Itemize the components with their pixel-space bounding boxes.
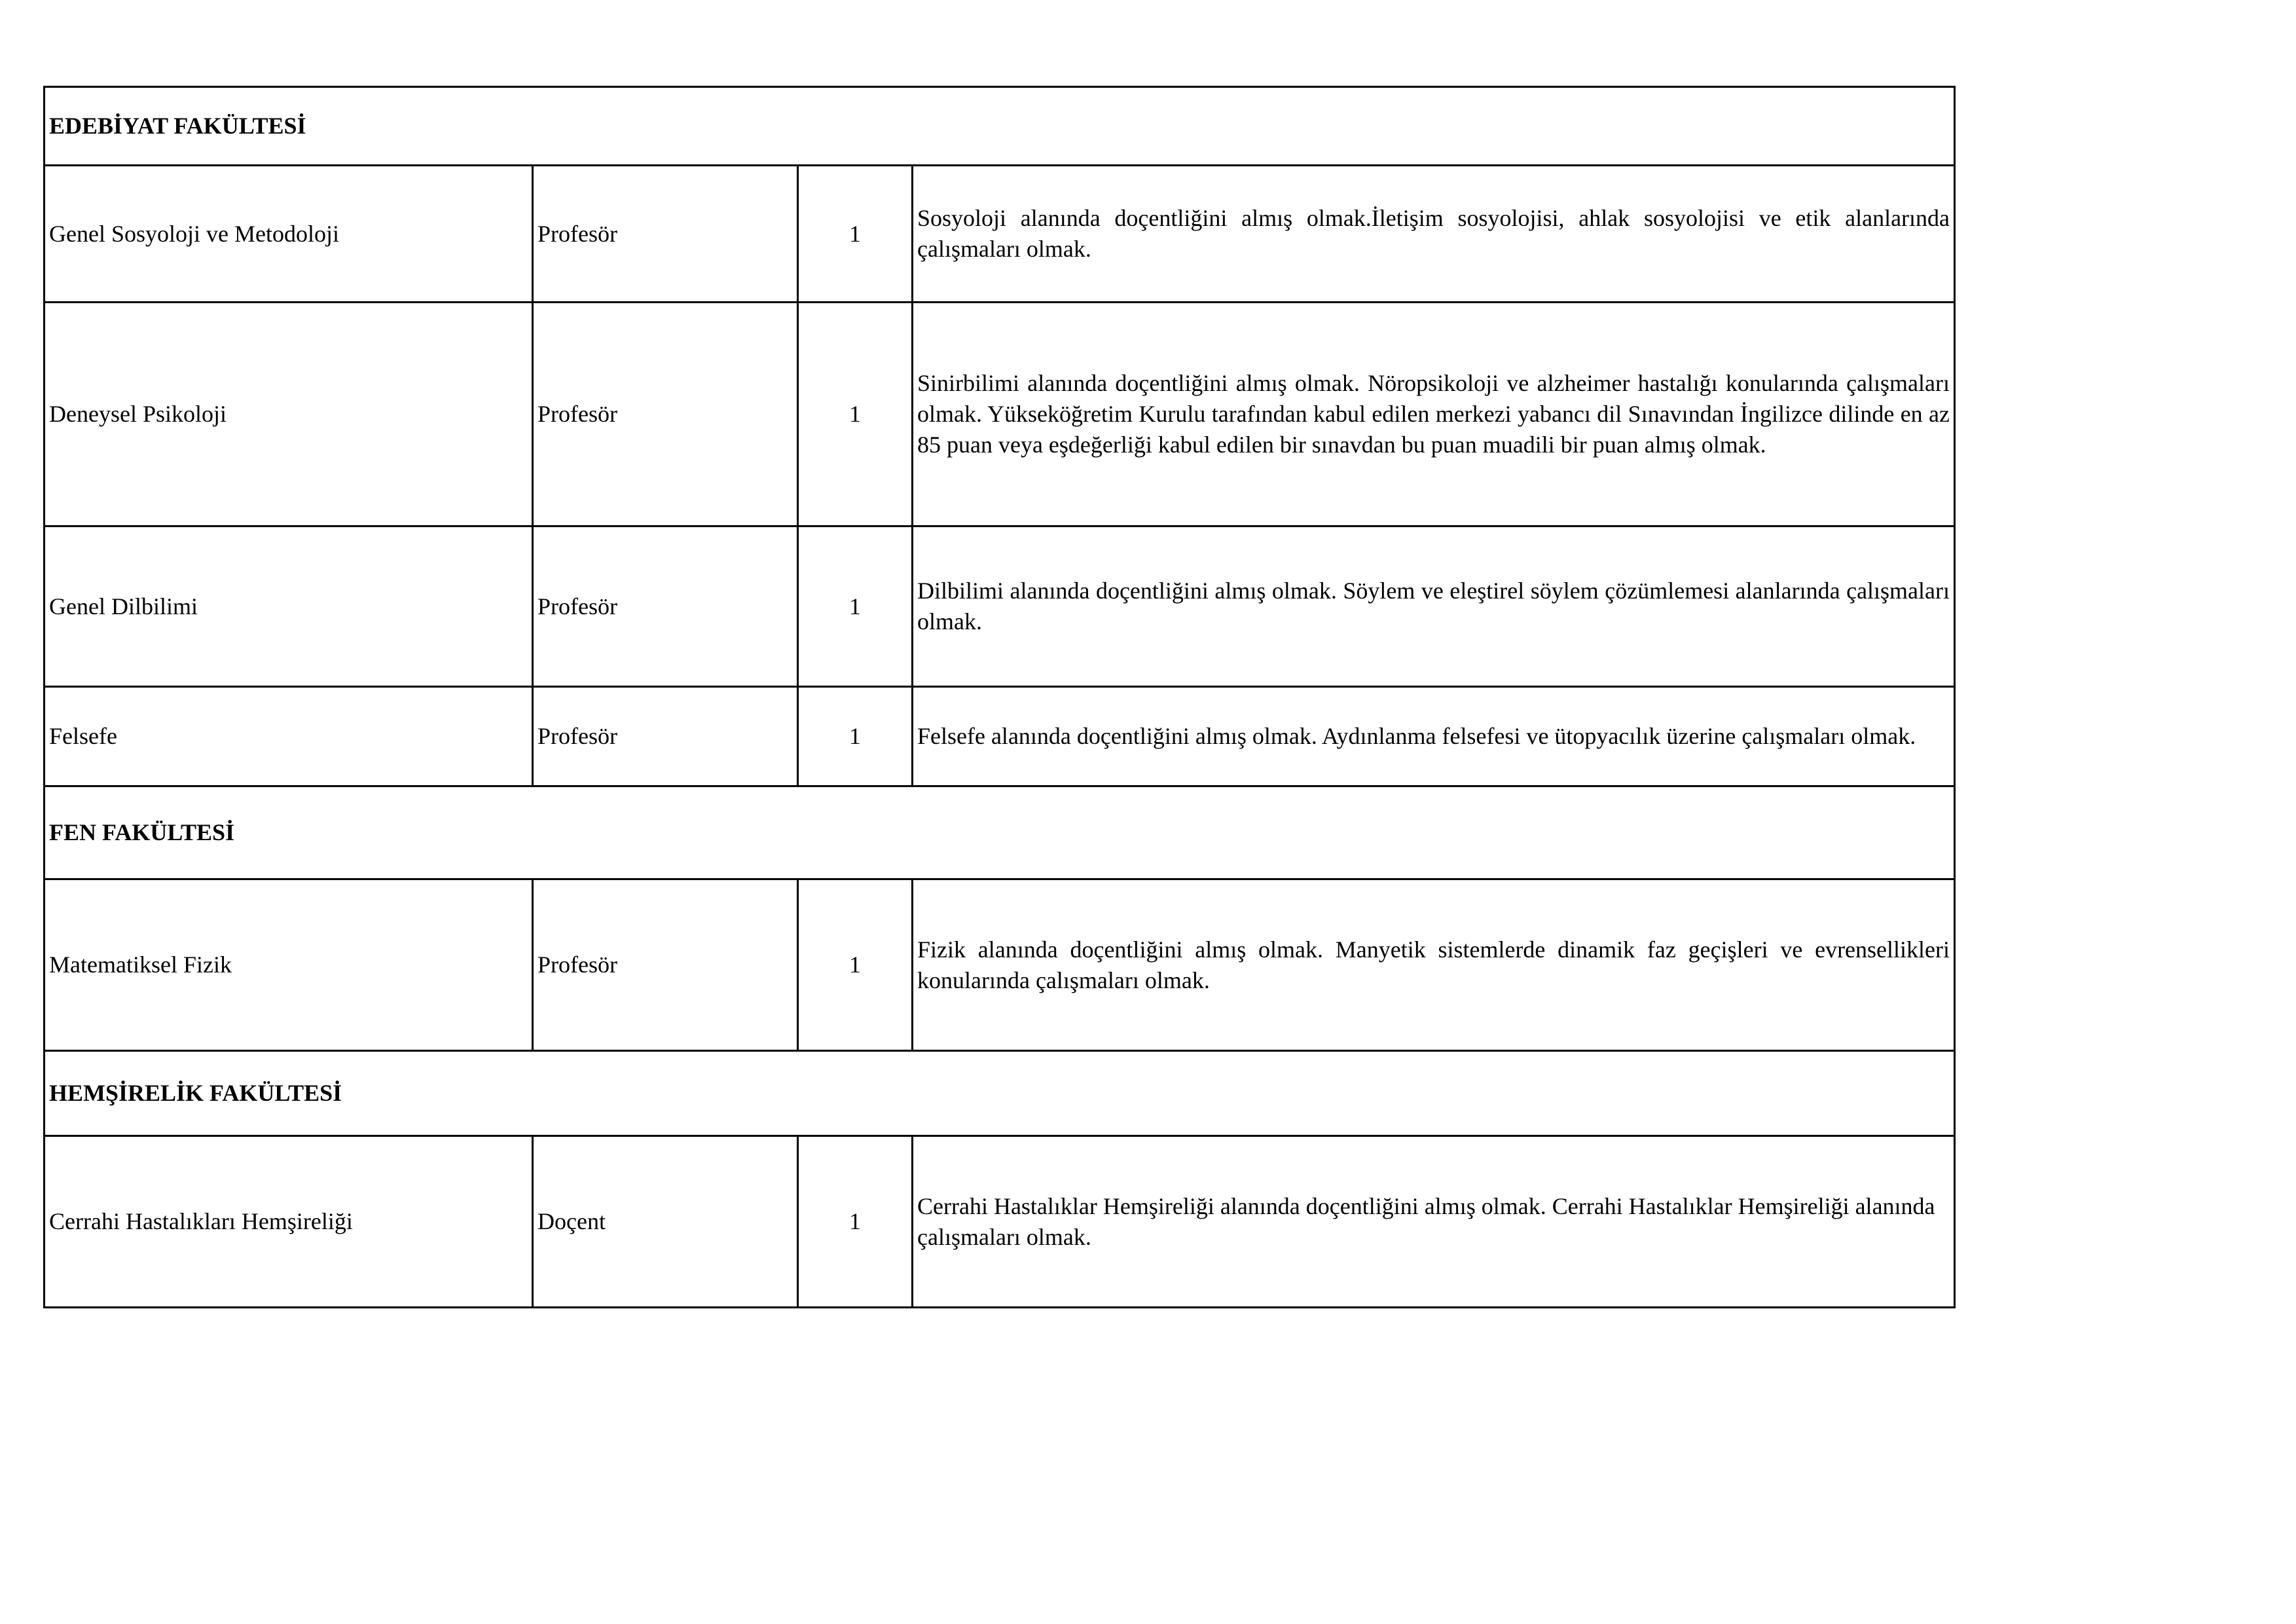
department-cell: Genel Dilbilimi — [45, 526, 533, 687]
title-cell: Profesör — [533, 526, 798, 687]
table-row — [45, 1136, 1955, 1308]
requirements-cell: Felsefe alanında doçentliğini almış olmak. Aydınlanma felsefesi ve ütopyacılık üzerine çalışmaları olmak. — [913, 687, 1955, 786]
count-cell: 1 — [798, 303, 913, 526]
section-header-row — [45, 786, 1955, 879]
count-cell: 1 — [798, 526, 913, 687]
requirements-cell: Cerrahi Hastalıklar Hemşireliği alanında doçentliğini almış olmak. Cerrahi Hastalıklar Hemşireliği alanında çalışmaları olmak. — [913, 1136, 1955, 1308]
table-row — [45, 303, 1955, 526]
requirements-cell: Dilbilimi alanında doçentliğini almış olmak. Söylem ve eleştirel söylem çözümlemesi alanlarında çalışmaları olmak. — [913, 526, 1955, 687]
count-cell: 1 — [798, 166, 913, 303]
table-row — [45, 166, 1955, 303]
table-row — [45, 879, 1955, 1051]
section-title-edebiyat: EDEBİYAT FAKÜLTESİ — [45, 87, 1955, 166]
requirements-cell: Sosyoloji alanında doçentliğini almış olmak.İletişim sosyolojisi, ahlak sosyolojisi ve etik alanlarında çalışmaları olmak. — [913, 166, 1955, 303]
count-cell: 1 — [798, 687, 913, 786]
department-cell: Matematiksel Fizik — [45, 879, 533, 1051]
requirements-cell: Sinirbilimi alanında doçentliğini almış olmak. Nöropsikoloji ve alzheimer hastalığı konularında çalışmaları olmak. Yükseköğretim Kurulu tarafından kabul edilen merkezi yabancı dil Sınavından İngilizce dilinde en az 85 puan veya eşdeğerliği kabul edilen bir sınavdan bu puan muadili bir puan almış olmak. — [913, 303, 1955, 526]
department-cell: Deneysel Psikoloji — [45, 303, 533, 526]
department-cell: Felsefe — [45, 687, 533, 786]
title-cell: Profesör — [533, 303, 798, 526]
section-header-row — [45, 1051, 1955, 1136]
positions-table — [43, 86, 1956, 1308]
table-row — [45, 687, 1955, 786]
table-row — [45, 526, 1955, 687]
section-header-row — [45, 87, 1955, 166]
title-cell: Profesör — [533, 687, 798, 786]
requirements-cell: Fizik alanında doçentliğini almış olmak. Manyetik sistemlerde dinamik faz geçişleri ve evrensellikleri konularında çalışmaları olmak. — [913, 879, 1955, 1051]
title-cell: Profesör — [533, 166, 798, 303]
count-cell: 1 — [798, 879, 913, 1051]
section-title-fen: FEN FAKÜLTESİ — [45, 786, 1955, 879]
count-cell: 1 — [798, 1136, 913, 1308]
title-cell: Profesör — [533, 879, 798, 1051]
title-cell: Doçent — [533, 1136, 798, 1308]
section-title-hemsirelik: HEMŞİRELİK FAKÜLTESİ — [45, 1051, 1955, 1136]
department-cell: Genel Sosyoloji ve Metodoloji — [45, 166, 533, 303]
department-cell: Cerrahi Hastalıkları Hemşireliği — [45, 1136, 533, 1308]
